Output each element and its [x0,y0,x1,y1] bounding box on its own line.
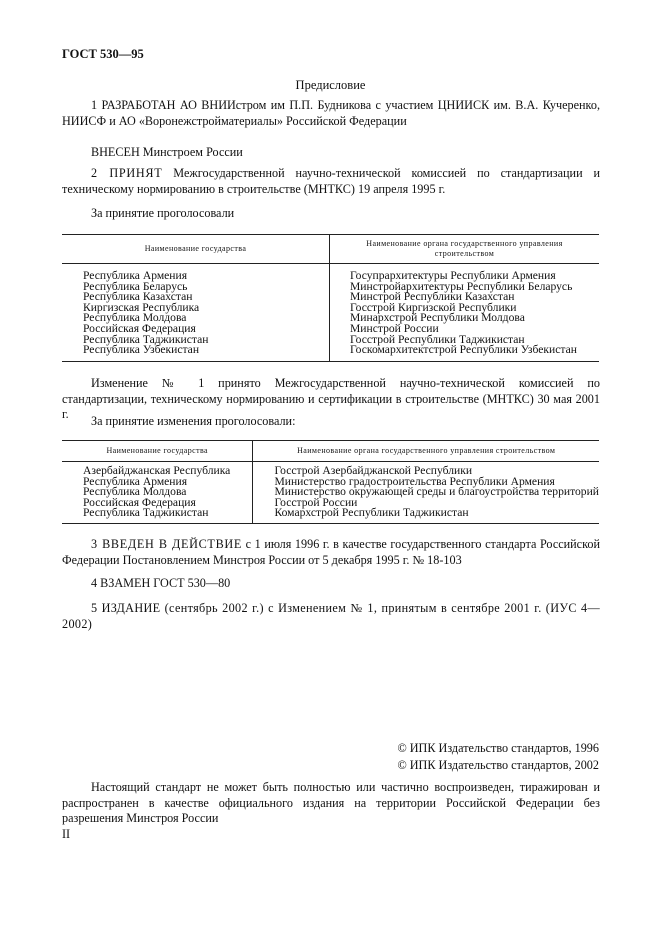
table-cell: Российская Федерация [83,321,196,335]
table-cell: Министерство окружающей среды и благоустройства территорий [274,485,599,499]
page-number: II [62,827,71,841]
table-cell: Минстрой России [350,321,439,335]
developed-text: АО ВНИИстром им П.П. Будникова с участием ЦНИИСК им. В.А. Кучеренко, НИИСФ и АО «Воронежстройматериалы» Российской Федерации [62,98,601,128]
preface-title: Предисловие [295,78,366,92]
reproduction-notice: Настоящий стандарт не может быть полностью или частично воспроизведен, тиражирован и распространен в качестве официального издания на территории Российской Федерации без разрешения Минстроя России [62,780,600,826]
table2-state-column [62,462,253,524]
table-cell: Республика Узбекистан [83,343,200,357]
table-row [62,462,599,524]
introduced-text: Минстроем России [142,145,243,159]
table-cell: Минстройархитектуры Республики Беларусь [350,279,573,293]
table-cell: Министерство градостроительства Республики Армения [274,474,555,488]
table-cell: Республика Молдова [83,485,187,499]
table-cell: Госстрой Азербайджанской Республики [274,464,473,477]
adopted-text: Межгосударственной научно-технической комиссией по стандартизации и техническому нормированию в строительстве (МНТКС) 19 апреля 1995 г. [62,166,601,196]
developed-label: 1 РАЗРАБОТАН [91,98,176,112]
table-cell: Госстрой Республики Таджикистан [350,332,525,346]
table-cell: Комархстрой Республики Таджикистан [274,506,469,520]
effective-label: 3 ВВЕДЕН В ДЕЙСТВИЕ [91,537,243,551]
voting-table-amendment [62,440,599,524]
voted-for-label: За принятие проголосовали [91,206,235,220]
amendment-paragraph: Изменение № 1 принято Межгосударственной научно-технической комиссией по стандартизации, техническому нормированию и сертификации в строительстве (МНТКС) 30 мая 2001 г. [62,376,600,422]
table1-header-state: Наименование государства [62,235,330,264]
adopted-paragraph [62,166,600,197]
standard-code: ГОСТ 530—95 [62,47,144,61]
table-cell: Республика Таджикистан [83,506,209,520]
edition-paragraph: 5 ИЗДАНИЕ (сентябрь 2002 г.) с Изменением № 1, принятым в сентябре 2001 г. (ИУС 4—2002) [62,601,600,631]
table-cell: Российская Федерация [83,495,196,509]
table-cell: Республика Армения [83,269,188,282]
table2-header-state: Наименование государства [62,441,253,462]
replaces-paragraph: 4 ВЗАМЕН ГОСТ 530—80 [91,576,231,590]
table-cell: Республика Молдова [83,311,187,325]
table-cell: Госстрой Киргизской Республики [350,300,517,314]
voting-table-1995 [62,234,599,362]
table-cell: Киргизская Республика [83,300,200,314]
adopted-label: 2 ПРИНЯТ [91,166,163,180]
table-cell: Госупрархитектуры Республики Армения [350,269,556,282]
table2-header-body: Наименование органа государственного управления строительством [253,441,599,462]
introduced-paragraph [62,145,600,161]
table2-body-column [253,462,599,524]
introduced-label: ВНЕСЕН [91,145,140,159]
table-cell: Республика Беларусь [83,279,188,293]
table-cell: Республика Армения [83,474,188,488]
table1-state-column [62,264,330,362]
table-cell: Минстрой Республики Казахстан [350,290,515,304]
table-cell: Азербайджанская Республика [83,464,231,477]
effective-paragraph [62,537,600,568]
copyright-1996: © ИПК Издательство стандартов, 1996 [397,741,599,755]
table-row [62,264,599,362]
table-cell: Госкомархитектстрой Республики Узбекистан [350,343,577,357]
table1-header-body: Наименование органа государственного управления строительством [330,235,600,264]
table-cell: Республика Казахстан [83,290,193,304]
developed-paragraph [62,98,600,129]
table1-body-column [330,264,600,362]
table-cell: Госстрой России [274,495,358,509]
effective-text: с 1 июля 1996 г. в качестве государственного стандарта Российской Федерации Постановлением Минстроя России от 5 декабря 1995 г. № 18-103 [62,537,601,567]
copyright-2002: © ИПК Издательство стандартов, 2002 [397,758,599,772]
voted-for-amendment-label: За принятие изменения проголосовали: [91,414,296,428]
table-cell: Минархстрой Республики Молдова [350,311,525,325]
table-cell: Республика Таджикистан [83,332,209,346]
